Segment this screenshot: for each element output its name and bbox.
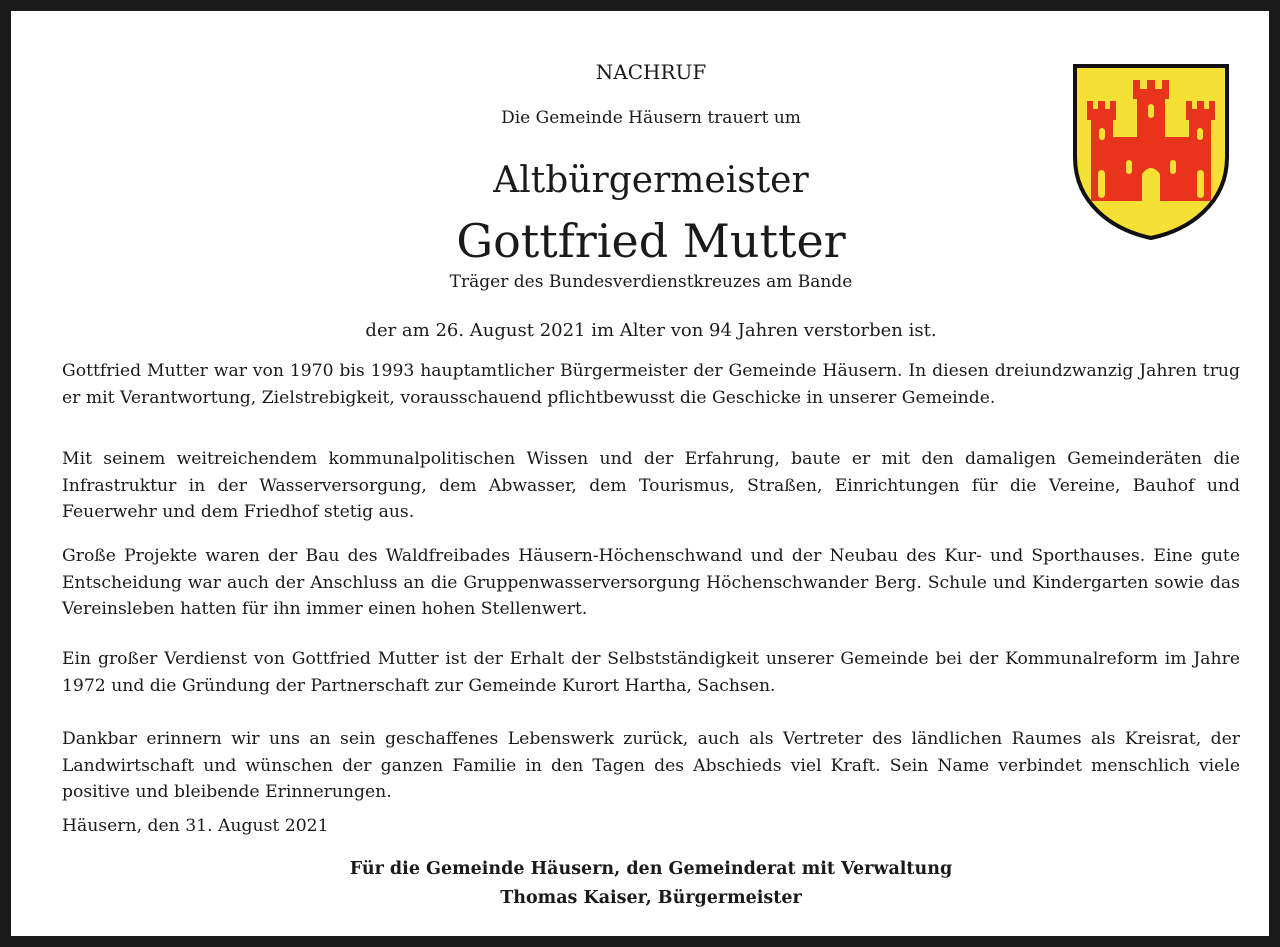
notice-heading: NACHRUF: [595, 60, 707, 84]
deceased-honor: Träger des Bundesverdienstkreuzes am Bande: [449, 272, 853, 292]
obituary-notice: [22, 22, 1280, 947]
paragraph-infrastructure: Mit seinem weitreichendem kommunalpolitischen Wissen und der Erfahrung, baute er mit den damaligen Gemeinderäten die Infrastruktur in der Wasserversorgung, dem Abwasser, dem Tourismus, Straßen, Einrichtungen für die Vereine, Bauhof und Feuerwehr und dem Friedhof stetig aus.: [62, 449, 1240, 522]
deceased-title: Altbürgermeister: [493, 160, 809, 201]
coat-of-arms-castle-icon: [1071, 62, 1231, 242]
paragraph-merits: Ein großer Verdienst von Gottfried Mutter ist der Erhalt der Selbstständigkeit unserer Gemeinde bei der Kommunalreform im Jahre 1972 und die Gründung der Partnerschaft zur Gemeinde Kurort Hartha, Sachsen.: [62, 649, 1240, 696]
paragraph-projects: Große Projekte waren der Bau des Waldfreibades Häusern-Höchenschwand und der Neubau des Kur- und Sporthauses. Eine gute Entscheidung war auch der Anschluss an die Gruppenwasserversorgung Höchenschwander Berg. Schule und Kindergarten sowie das Vereinsleben hatten für ihn immer einen hohen Stellenwert.: [62, 546, 1240, 619]
death-date-line: der am 26. August 2021 im Alter von 94 Jahren verstorben ist.: [365, 320, 937, 341]
paragraph-gratitude: Dankbar erinnern wir uns an sein geschaffenes Lebenswerk zurück, auch als Vertreter des ländlichen Raumes als Kreisrat, der Landwirtschaft und wünschen der ganzen Familie in den Tagen des Abschieds viel Kraft. Sein Name verbindet menschlich viele positive und bleibende Erinnerungen.: [62, 729, 1240, 802]
signature-name: Thomas Kaiser, Bürgermeister: [500, 888, 802, 908]
signature-organization: Für die Gemeinde Häusern, den Gemeinderat mit Verwaltung: [349, 859, 953, 879]
place-date: Häusern, den 31. August 2021: [62, 816, 329, 836]
deceased-name: Gottfried Mutter: [456, 214, 846, 268]
notice-intro: Die Gemeinde Häusern trauert um: [501, 108, 801, 128]
paragraph-tenure: Gottfried Mutter war von 1970 bis 1993 hauptamtlicher Bürgermeister der Gemeinde Häusern. In diesen dreiundzwanzig Jahren trug er mit Verantwortung, Zielstrebigkeit, vorausschauend pflichtbewusst die Geschicke in unserer Gemeinde.: [62, 361, 1240, 408]
